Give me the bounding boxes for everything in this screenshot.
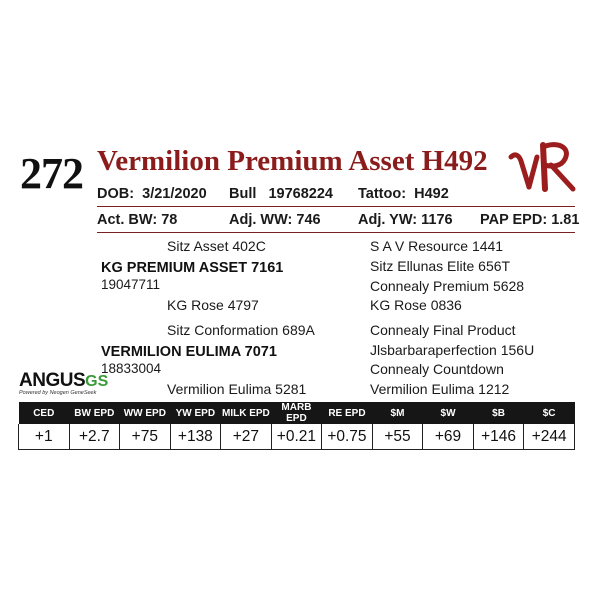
epd-header: $W [423,402,474,424]
epd-value: +55 [372,424,423,450]
dam-name: VERMILION EULIMA 7071 [101,344,277,360]
divider [97,232,575,233]
pap-epd-field [480,212,579,228]
dob-label: DOB: [97,186,135,202]
dam-dam: Vermilion Eulima 5281 [167,381,307,397]
epd-header: YW EPD [170,402,221,424]
epd-header: WW EPD [120,402,171,424]
tattoo-label: Tattoo: [358,186,407,202]
sire-dam-sire: Connealy Premium 5628 [370,278,525,294]
sire-sire-dam: Sitz Ellunas Elite 656T [370,258,511,274]
epd-value: +2.7 [69,424,120,450]
sire-dam-dam: KG Rose 0836 [370,297,462,313]
epd-value: +146 [473,424,524,450]
epd-value-row [19,424,575,450]
epd-header: $B [473,402,524,424]
epd-header: $C [524,402,575,424]
epd-value: +75 [120,424,171,450]
bw-value: 78 [161,212,178,228]
epd-value: +0.75 [322,424,373,450]
epd-header: CED [19,402,70,424]
dam-sire-sire: Connealy Final Product [370,322,516,338]
gs-logo-text: GS [85,373,109,390]
angus-logo-text: ANGUS [19,370,86,391]
epd-value: +27 [221,424,272,450]
lot-number: 272 [20,149,83,198]
dam-sire-dam: Jlsbarbaraperfection 156U [370,342,535,358]
sire-dam: KG Rose 4797 [167,297,259,313]
angus-gs-logo [19,370,109,402]
yw-label: Adj. YW: [358,212,418,228]
epd-header: RE EPD [322,402,373,424]
dob-field [97,186,207,202]
weaning-weight-field [229,212,321,228]
vr-brand-logo [505,135,577,195]
divider [97,206,575,207]
angus-logo-tagline: Powered by Neogen GeneSeek [19,390,97,396]
epd-value: +1 [19,424,70,450]
epd-value: +138 [170,424,221,450]
sire-name: KG PREMIUM ASSET 7161 [101,260,284,276]
registration-number: 19768224 [268,186,333,202]
epd-header: BW EPD [69,402,120,424]
sire-sire-sire: S A V Resource 1441 [370,238,504,254]
pap-value: 1.81 [551,212,580,228]
epd-value: +244 [524,424,575,450]
pap-label: PAP EPD: [480,212,548,228]
dob-value: 3/21/2020 [142,186,207,202]
sire-sire: Sitz Asset 402C [167,238,266,254]
epd-value: +69 [423,424,474,450]
epd-table [18,402,575,450]
sex-value: Bull [229,186,257,202]
yearling-weight-field [358,212,453,228]
animal-name: Vermilion Premium Asset H492 [97,145,488,177]
yw-value: 1176 [421,212,453,228]
tattoo-value: H492 [414,186,449,202]
epd-header: MARB EPD [271,402,322,424]
bw-label: Act. BW: [97,212,158,228]
epd-header: MILK EPD [221,402,272,424]
epd-header-row [19,402,575,424]
dam-sire: Sitz Conformation 689A [167,322,315,338]
epd-value: +0.21 [271,424,322,450]
birth-weight-field [97,212,177,228]
tattoo-field [358,186,449,202]
dam-dam-dam: Vermilion Eulima 1212 [370,381,510,397]
epd-header: $M [372,402,423,424]
dam-registration: 18833004 [101,361,162,376]
ww-label: Adj. WW: [229,212,293,228]
dam-dam-sire: Connealy Countdown [370,361,504,377]
sire-registration: 19047711 [101,277,161,292]
registration-field [229,186,333,202]
ww-value: 746 [296,212,321,228]
